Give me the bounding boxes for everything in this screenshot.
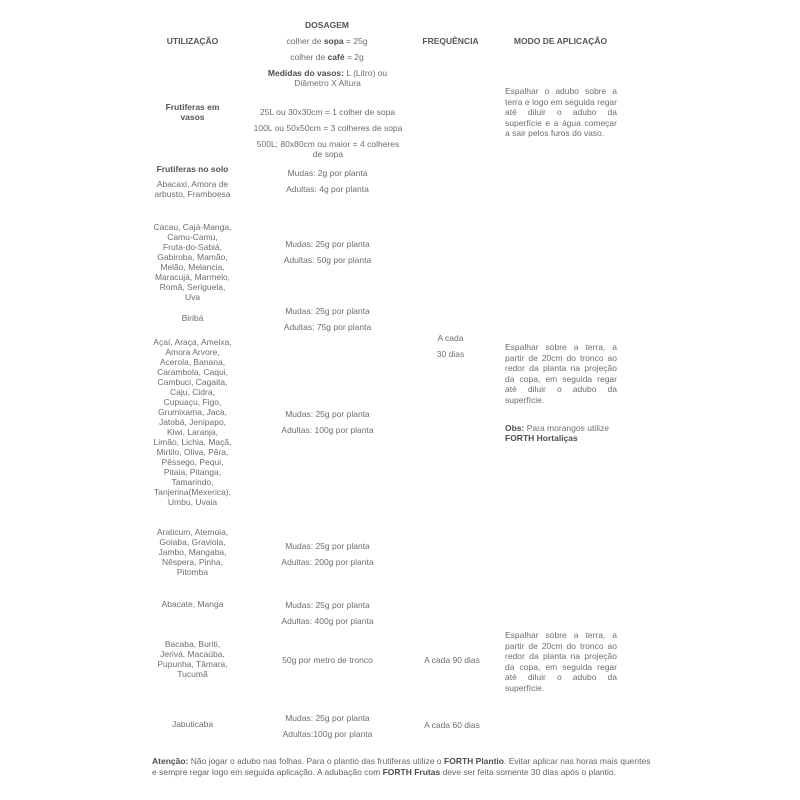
g6-mudas: Mudas: 25g por planta: [285, 600, 370, 610]
g1-mudas: Mudas: 2g por planta: [287, 168, 368, 178]
header-dosagem: DOSAGEM: [305, 20, 349, 30]
solo-modo: Espalhar sobre a terra, a partir de 20cm do tronco ao redor da planta na projeção da copa, em seguida regar até diluir o adubo da superfície.: [505, 342, 617, 405]
g2-line: Camu-Camu,: [167, 232, 218, 242]
g7-line: Jerivá, Macaúba,: [160, 649, 225, 659]
g5-line: Jambo, Mangaba,: [158, 547, 227, 557]
g8-adultas: Adultas:100g por planta: [282, 729, 373, 739]
header-utilizacao: UTILIZAÇÃO: [166, 36, 219, 46]
g4-line: Tanjerina(Mexerica),: [154, 487, 231, 497]
dosagem-medidas: Medidas do vasos: L (Litro) ou: [267, 68, 388, 78]
g5-mudas: Mudas: 25g por planta: [285, 541, 370, 551]
g1-label-line2: arbusto, Framboesa: [154, 189, 231, 199]
vasos-dose-2: 100L ou 50x50cm = 3 colheres de sopa: [253, 123, 403, 133]
g7-dose: 50g por metro de tronco: [282, 655, 373, 665]
g7-modo: Espalhar sobre a terra, a partir de 20cm do tronco ao redor da planta na projeção da copa, em seguida regar até diluir o adubo da superfície.: [505, 630, 617, 693]
g2-line: Gabiroba, Mamão,: [157, 252, 228, 262]
g7-line: Tucumã: [177, 669, 208, 679]
g3-mudas: Mudas: 25g por planta: [285, 306, 370, 316]
g5-line: Pitomba: [176, 567, 209, 577]
g4-line: Cupuaçu, Figo,: [163, 397, 222, 407]
g2-line: Maracujá, Marmelo,: [154, 272, 231, 282]
vasos-label: Frutiferas em: [165, 102, 220, 112]
footer-note: Atenção: Não jogar o adubo nas folhas. Para o plantio das frutiferas utilize o FORTH Plantio. Evitar aplicar nas horas mais quentes e sempre regar logo em seguida aplicação. A adubação com FORTH Frutas deve ser feita somente 30 dias após o plantio.: [152, 756, 651, 777]
g4-mudas: Mudas: 25g por planta: [285, 409, 370, 419]
g6-adultas: Adultas: 400g por planta: [281, 616, 374, 626]
g4-line: Tamarindo,: [171, 477, 214, 487]
g5-line: Goiaba, Graviola,: [159, 537, 226, 547]
g7-freq: A cada 90 dias: [424, 655, 480, 665]
g8-label: Jabuticaba: [171, 719, 214, 729]
g4-line: Cambuci, Cagaita,: [157, 377, 228, 387]
g4-line: Mirtilo, Oliva, Pêra,: [156, 447, 229, 457]
solo-obs: Obs: Para morangos utilize: [505, 423, 609, 433]
g4-line: Umbu, Uvaia: [167, 497, 218, 507]
g4-line: Caju, Cidra,: [170, 387, 215, 397]
g1-label: Abacaxi, Amora de: [156, 179, 229, 189]
g3-label: Biribá: [181, 313, 204, 323]
vasos-modo: Espalhar o adubo sobre a terra e logo em seguida regar até diluir o adubo da superfície e a água começar a sair pelos furos do vaso.: [505, 86, 617, 139]
dosagem-cafe: colher de café = 2g: [290, 52, 364, 62]
g6-label: Abacate, Manga: [161, 599, 224, 609]
dosagem-medidas-line2: Diâmetro X Altura: [294, 78, 361, 88]
g2-line: Uva: [184, 292, 201, 302]
g5-line: Araticum, Atemoia,: [156, 527, 229, 537]
g4-line: Pitaia, Pitanga,: [163, 467, 222, 477]
g4-line: Kiwi, Laranja,: [166, 427, 219, 437]
g8-freq: A cada 60 dias: [424, 720, 480, 730]
g2-line: Fruta-do-Sabiá,: [162, 242, 223, 252]
g2-mudas: Mudas: 25g por planta: [285, 239, 370, 249]
vasos-dose-3-line2: de sopa: [312, 149, 344, 159]
g2-adultas: Adultas: 50g por planta: [283, 255, 372, 265]
g4-line: Jatobá, Jenipapo,: [158, 417, 227, 427]
g5-line: Nêspera, Pinha,: [162, 557, 223, 567]
g4-line: Amora Arvore,: [165, 347, 220, 357]
g3-adultas: Adultas: 75g por planta: [283, 322, 372, 332]
solo-obs-product: FORTH Hortaliças: [505, 433, 578, 443]
g4-line: Pêssego, Pequi,: [161, 457, 224, 467]
g8-mudas: Mudas: 25g por planta: [285, 713, 370, 723]
freq-30-line1: A cada: [437, 333, 464, 343]
vasos-dose-3: 500L; 80x80cm ou maior = 4 colheres: [256, 139, 400, 149]
g2-line: Cacau, Cajá-Manga,: [153, 222, 232, 232]
g7-line: Bacaba, Buriti,: [164, 639, 221, 649]
g5-adultas: Adultas: 200g por planta: [281, 557, 374, 567]
g4-line: Limão, Lichia, Maçã,: [153, 437, 232, 447]
freq-30-line2: 30 dias: [436, 349, 465, 359]
g4-line: Grumixama, Jaca,: [158, 407, 227, 417]
vasos-dose-1: 25L ou 30x30cm = 1 colher de sopa: [259, 107, 396, 117]
g1-adultas: Adultas: 4g por planta: [286, 184, 369, 194]
g4-line: Açaí, Araça, Ameixa,: [153, 337, 232, 347]
solo-title: Frutiferas no solo: [156, 164, 229, 174]
vasos-label-line2: vasos: [180, 112, 205, 122]
dosagem-sopa: colher de sopa = 25g: [286, 36, 368, 46]
header-modo: MODO DE APLICAÇÃO: [513, 36, 608, 46]
header-frequencia: FREQUÊNCIA: [422, 36, 479, 46]
g2-line: Romã, Seriguela,: [159, 282, 226, 292]
g4-line: Carambola, Caqui,: [157, 367, 228, 377]
g4-line: Acerola, Banana,: [159, 357, 226, 367]
g2-line: Melão, Melancia,: [160, 262, 225, 272]
g7-line: Pupunha, Tâmara,: [157, 659, 228, 669]
g4-adultas: Adultas: 100g por planta: [281, 425, 374, 435]
